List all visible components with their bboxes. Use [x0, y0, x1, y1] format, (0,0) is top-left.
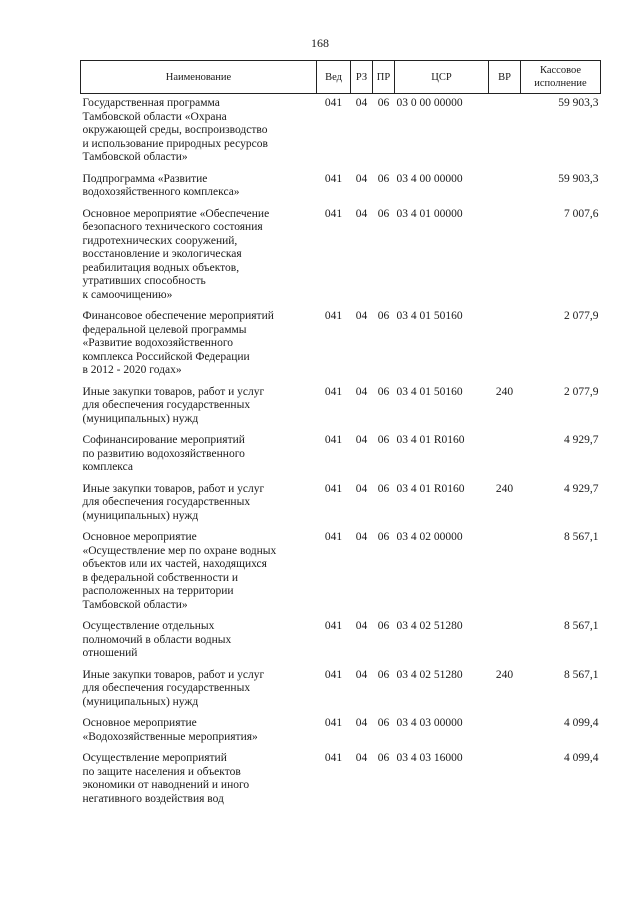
table-row [81, 752, 601, 814]
table-row [81, 483, 601, 532]
row-ved: 041 [324, 531, 343, 543]
row-name-text: Государственная программа Тамбовской области «Охрана окружающей среды, воспроизводство и использование природных ресурсов Тамбовской области» [82, 97, 268, 163]
row-name [81, 717, 317, 752]
row-pr: 06 [377, 620, 390, 632]
header-csr: ЦСР [395, 61, 489, 94]
budget-table [80, 60, 601, 814]
row-name-text: Иные закупки товаров, работ и услуг для обеспечения государственных (муниципальных) нужд [82, 385, 265, 425]
row-name-text: Осуществление мероприятий по защите населения и объектов экономики от наводнений и иного негативного воздействия вод [82, 752, 250, 805]
row-name [81, 752, 317, 814]
row-rz: 04 [355, 97, 368, 109]
row-pr: 06 [377, 717, 390, 729]
row-vr [489, 173, 521, 208]
row-rz: 04 [355, 531, 368, 543]
row-ved: 041 [324, 620, 343, 632]
row-csr: 03 4 01 00000 [396, 207, 463, 220]
row-rz: 04 [355, 620, 368, 632]
row-pr: 06 [377, 97, 390, 109]
row-csr: 03 4 02 00000 [396, 531, 463, 543]
row-name-text: Иные закупки товаров, работ и услуг для обеспечения государственных (муниципальных) нужд [82, 668, 265, 708]
row-name-text: Подпрограмма «Развитие водохозяйственного комплекса» [82, 172, 240, 198]
row-pr: 06 [377, 668, 390, 681]
row-pr: 06 [377, 207, 390, 220]
row-vr [489, 310, 521, 386]
row-amount: 4 099,4 [564, 717, 599, 729]
page-number: 168 [311, 36, 329, 50]
row-name-text: Основное мероприятие «Обеспечение безопасного технического состояния гидротехнических сооружений, восстановление и экологическая реабилитация водных объектов, утративших способность к самоочищению» [82, 207, 270, 301]
row-amount: 2 077,9 [564, 385, 599, 398]
row-rz: 04 [355, 752, 368, 764]
row-csr: 03 4 03 16000 [396, 752, 463, 764]
header-ved: Вед [317, 61, 351, 94]
row-vr [489, 620, 521, 669]
table-row [81, 620, 601, 669]
row-ved: 041 [324, 97, 343, 109]
row-rz: 04 [355, 482, 368, 495]
row-name [81, 531, 317, 620]
row-name-text: Софинансирование мероприятий по развитию водохозяйственного комплекса [82, 434, 245, 473]
row-csr: 03 4 03 00000 [396, 717, 463, 729]
row-csr: 03 4 01 50160 [396, 310, 463, 322]
header-amount: Кассовое исполнение [521, 61, 601, 94]
row-name [81, 434, 317, 483]
row-ved: 041 [324, 668, 343, 681]
table-row [81, 669, 601, 718]
row-name [81, 620, 317, 669]
row-name-text: Основное мероприятие «Осуществление мер по охране водных объектов или их частей, находящихся в федеральной собственности и расположенных на территории Тамбовской области» [82, 531, 277, 611]
row-rz: 04 [355, 172, 368, 185]
row-name [81, 173, 317, 208]
row-csr: 03 4 00 00000 [396, 172, 463, 185]
table-row [81, 531, 601, 620]
table-row [81, 173, 601, 208]
row-ved: 041 [324, 434, 343, 446]
row-vr [489, 434, 521, 483]
row-pr: 06 [377, 172, 390, 185]
row-pr: 06 [377, 531, 390, 543]
row-csr: 03 4 01 R0160 [396, 434, 465, 446]
table-header [81, 61, 601, 94]
row-name [81, 386, 317, 435]
row-name-text: Основное мероприятие «Водохозяйственные мероприятия» [82, 717, 258, 743]
row-name [81, 483, 317, 532]
row-amount: 59 903,3 [558, 172, 599, 185]
row-ved: 041 [324, 385, 343, 398]
row-name-text: Финансовое обеспечение мероприятий федеральной целевой программы «Развитие водохозяйственного комплекса Российской Федерации в 2012 - 2020 годах» [82, 310, 274, 376]
header-pr: ПР [373, 61, 395, 94]
row-ved: 041 [324, 310, 343, 322]
row-csr: 03 4 02 51280 [396, 668, 463, 681]
row-name [81, 669, 317, 718]
row-vr: 240 [495, 385, 514, 398]
table-body [81, 94, 601, 815]
row-vr [489, 752, 521, 814]
row-ved: 041 [324, 207, 343, 220]
header-vr: ВР [489, 61, 521, 94]
row-rz: 04 [355, 310, 368, 322]
row-vr [489, 531, 521, 620]
row-amount: 7 007,6 [564, 207, 599, 220]
row-amount: 4 099,4 [564, 752, 599, 764]
row-vr: 240 [495, 482, 514, 495]
row-csr: 03 4 01 R0160 [396, 482, 465, 495]
row-vr: 240 [495, 668, 514, 681]
table-row [81, 310, 601, 386]
table-row [81, 208, 601, 311]
row-rz: 04 [355, 668, 368, 681]
row-vr [489, 208, 521, 311]
row-pr: 06 [377, 385, 390, 398]
row-pr: 06 [377, 482, 390, 495]
row-amount: 2 077,9 [564, 310, 599, 322]
row-name-text: Иные закупки товаров, работ и услуг для обеспечения государственных (муниципальных) нужд [82, 482, 265, 522]
row-csr: 03 4 01 50160 [396, 385, 463, 398]
row-amount: 8 567,1 [564, 668, 599, 681]
header-rz: РЗ [351, 61, 373, 94]
table-row [81, 717, 601, 752]
row-amount: 4 929,7 [564, 482, 599, 495]
row-name [81, 94, 317, 173]
row-pr: 06 [377, 752, 390, 764]
row-name-text: Осуществление отдельных полномочий в области водных отношений [82, 620, 232, 659]
row-ved: 041 [324, 482, 343, 495]
row-name [81, 208, 317, 311]
row-amount: 4 929,7 [564, 434, 599, 446]
row-vr [489, 717, 521, 752]
row-amount: 59 903,3 [558, 97, 599, 109]
row-amount: 8 567,1 [564, 531, 599, 543]
row-rz: 04 [355, 717, 368, 729]
row-rz: 04 [355, 434, 368, 446]
row-name [81, 310, 317, 386]
row-csr: 03 4 02 51280 [396, 620, 463, 632]
table-row [81, 386, 601, 435]
row-pr: 06 [377, 434, 390, 446]
row-amount: 8 567,1 [564, 620, 599, 632]
header-name: Наименование [81, 61, 317, 94]
row-ved: 041 [324, 717, 343, 729]
row-pr: 06 [377, 310, 390, 322]
row-rz: 04 [355, 207, 368, 220]
row-csr: 03 0 00 00000 [396, 97, 463, 109]
table-row [81, 434, 601, 483]
row-vr [489, 94, 521, 173]
row-ved: 041 [324, 172, 343, 185]
table-row [81, 94, 601, 173]
row-ved: 041 [324, 752, 343, 764]
row-rz: 04 [355, 385, 368, 398]
